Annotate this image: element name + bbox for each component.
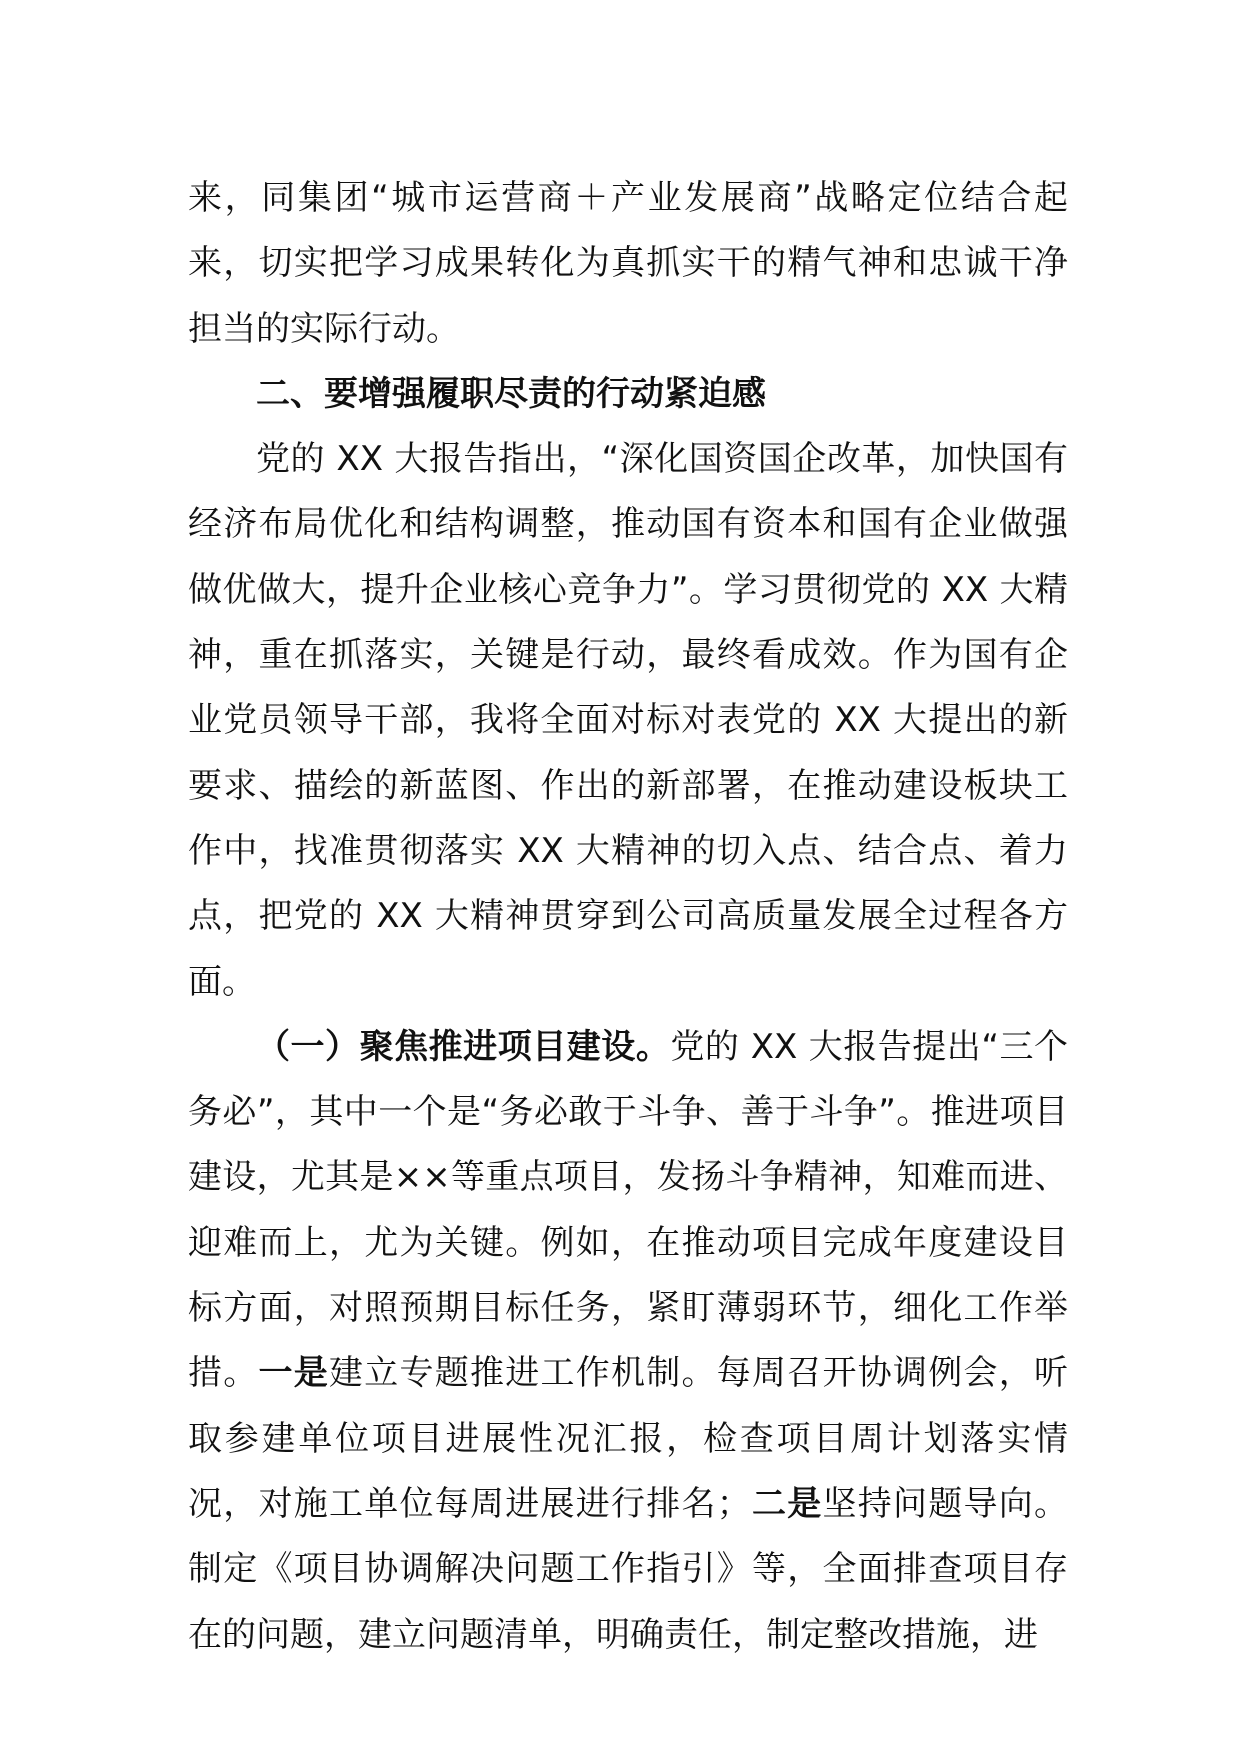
subsection-title: （一）聚焦推进项目建设。	[256, 1026, 671, 1067]
document-body	[188, 166, 1068, 1668]
point-2-text: 坚持问题导向。制定《项目协调解决问题工作指引》等，全面排查项目存在的问题，建立问题清单，明确责任，制定整改措施，进	[188, 1483, 1068, 1655]
section-heading: 二、要增强履职尽责的行动紧迫感	[256, 373, 766, 414]
paragraph-subsection	[188, 1015, 1068, 1668]
point-2-label: 二是	[750, 1483, 823, 1524]
paragraph-continuation: 来，同集团“城市运营商＋产业发展商”战略定位结合起来，切实把学习成果转化为真抓实干的精气神和忠诚干净担当的实际行动。	[188, 178, 1068, 349]
point-1-label: 一是	[258, 1353, 329, 1394]
subsection-text: 党的 XX 大报告提出“三个务必”，其中一个是“务必敢于斗争、善于斗争”。推进项目建设，尤其是××等重点项目，发扬斗争精神，知难而进、迎难而上，尤为关键。例如，在推动项目完成年度建设目标方面，对照预期目标任务，紧盯薄弱环节，细化工作举措。	[188, 1026, 1068, 1394]
point-1-text: 建立专题推进工作机制。每周召开协调例会，听取参建单位项目进展性况汇报，检查项目周计划落实情况，对施工单位每周进展进行排名；	[188, 1353, 1068, 1524]
paragraph-section-intro: 党的 XX 大报告指出，“深化国资国企改革，加快国有经济布局优化和结构调整，推动国有资本和国有企业做强做优做大，提升企业核心竞争力”。学习贯彻党的 XX 大精神，重在抓落实，关键是行动，最终看成效。作为国有企业党员领导干部，我将全面对标对表党的 XX 大提出的新要求、描绘的新蓝图、作出的新部署，在推动建设板块工作中，找准贯彻落实 XX 大精神的切入点、结合点、着力点，把党的 XX 大精神贯穿到公司高质量发展全过程各方面。	[188, 439, 1068, 1002]
